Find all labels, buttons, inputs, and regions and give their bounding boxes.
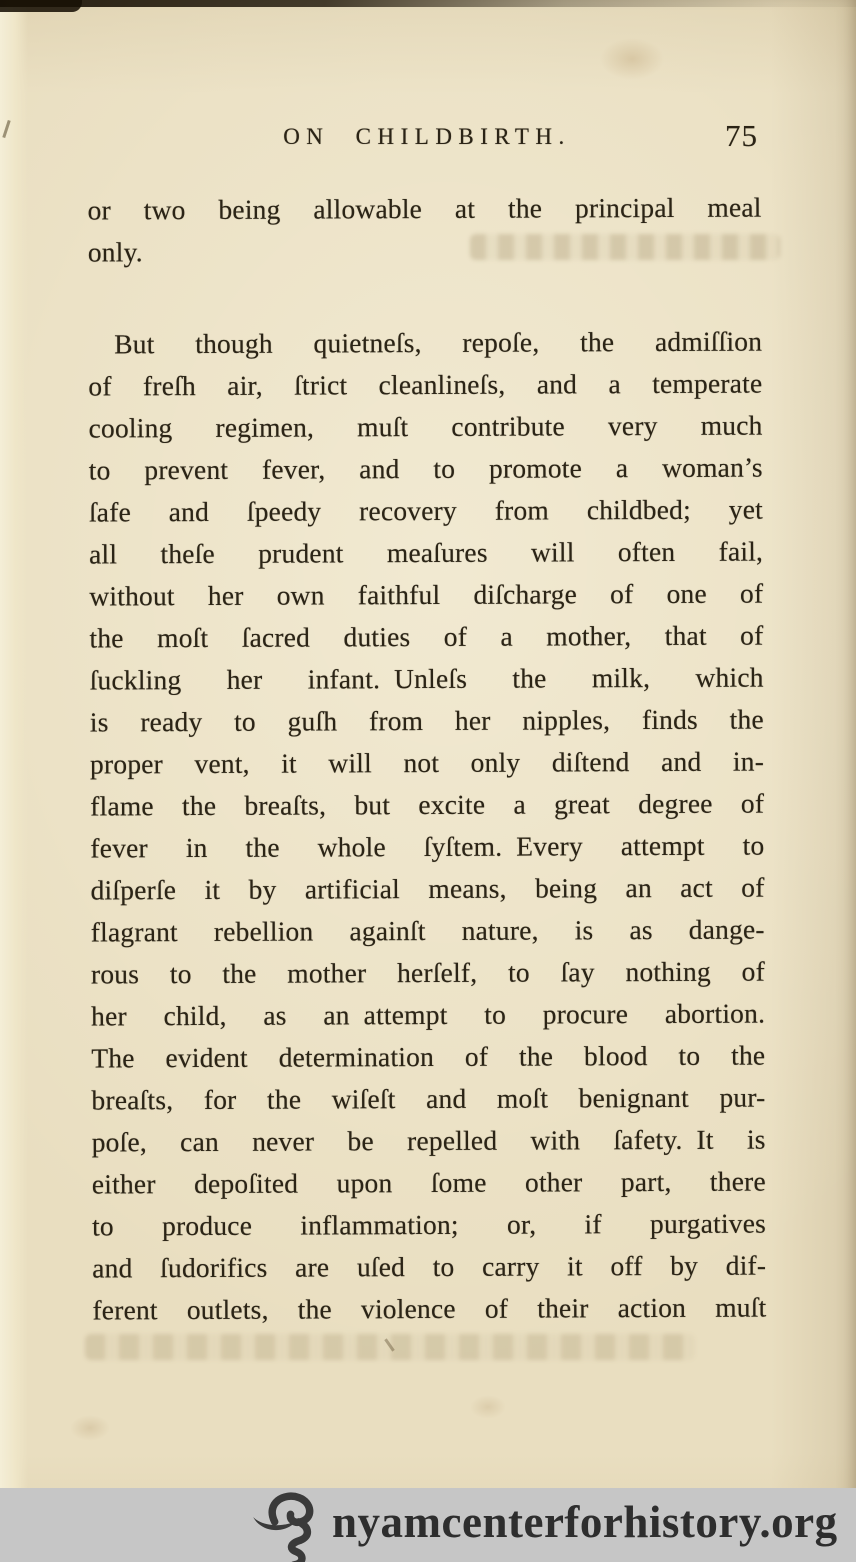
text-line: The evident determination of the blood to the: [91, 1039, 766, 1074]
text-line: to prevent fever, and to promote a woman’s: [88, 451, 763, 486]
text-line: But though quietneſs, repoſe, the admiſſion: [114, 325, 763, 360]
text-line: diſperſe it by artificial means, being an act of: [90, 871, 765, 906]
ink-show-through: [85, 1334, 695, 1360]
text-line: fever in the whole ſyſtem. Every attempt to: [90, 829, 765, 864]
text-line: ſuckling her infant. Unleſs the milk, which: [89, 661, 764, 696]
text-line: proper vent, it will not only diſtend and in-: [89, 745, 765, 780]
paper-stain: [70, 1415, 110, 1441]
text-line: or two being allowable at the principal meal: [87, 191, 762, 226]
page-top-edge-shadow: [0, 0, 856, 7]
text-line: cooling regimen, muſt contribute very much: [88, 409, 763, 444]
running-header: [90, 118, 764, 162]
ink-speck: [2, 120, 10, 138]
page-number: 75: [725, 118, 758, 153]
text-line: to produce inflammation; or, if purgatives: [91, 1207, 767, 1242]
text-line: is ready to guſh from her nipples, finds the: [89, 703, 764, 738]
paragraph: [88, 321, 766, 1332]
text-line: all theſe prudent meaſures will often fail,: [89, 535, 764, 570]
text-line: ferent outlets, the violence of their action muſt: [92, 1291, 767, 1326]
text-line: flame the breaſts, but excite a great degree of: [90, 787, 765, 822]
text-line: flagrant rebellion againſt nature, is as dange-: [90, 913, 765, 948]
text-line: poſe, can never be repelled with ſafety. It is: [91, 1123, 766, 1158]
text-line: the moſt ſacred duties of a mother, that of: [89, 619, 764, 654]
paper-stain: [600, 38, 664, 80]
chapter-title: ON CHILDBIRTH.: [283, 124, 571, 149]
text-line: of freſh air, ſtrict cleanlineſs, and a temperate: [88, 367, 763, 402]
text-line: rous to the mother herſelf, to ſay nothing of: [90, 955, 765, 990]
ink-speck: [384, 1338, 394, 1351]
watermark-url: nyamcenterforhistory.org: [332, 1497, 838, 1547]
paper-stain: [470, 1395, 506, 1419]
text-line: ſafe and ſpeedy recovery from childbed; yet: [88, 493, 763, 528]
text-line: her child, as an attempt to procure abortion.: [91, 997, 766, 1032]
page-corner-shadow: [0, 0, 82, 12]
page-left-edge: [0, 0, 28, 1562]
text-line: and ſudorifics are uſed to carry it off by dif-: [92, 1249, 767, 1284]
text-line: either depoſited upon ſome other part, there: [91, 1165, 766, 1200]
text-line: without her own faithful diſcharge of one of: [89, 577, 764, 612]
text-line: only.: [87, 236, 143, 268]
text-line: breaſts, for the wiſeſt and moſt benignant pur-: [91, 1081, 766, 1116]
watermark-bar: [0, 1488, 856, 1562]
paragraph: [88, 187, 762, 274]
body-text-block: [88, 187, 767, 1332]
nyam-serpent-logo: [246, 1492, 322, 1562]
